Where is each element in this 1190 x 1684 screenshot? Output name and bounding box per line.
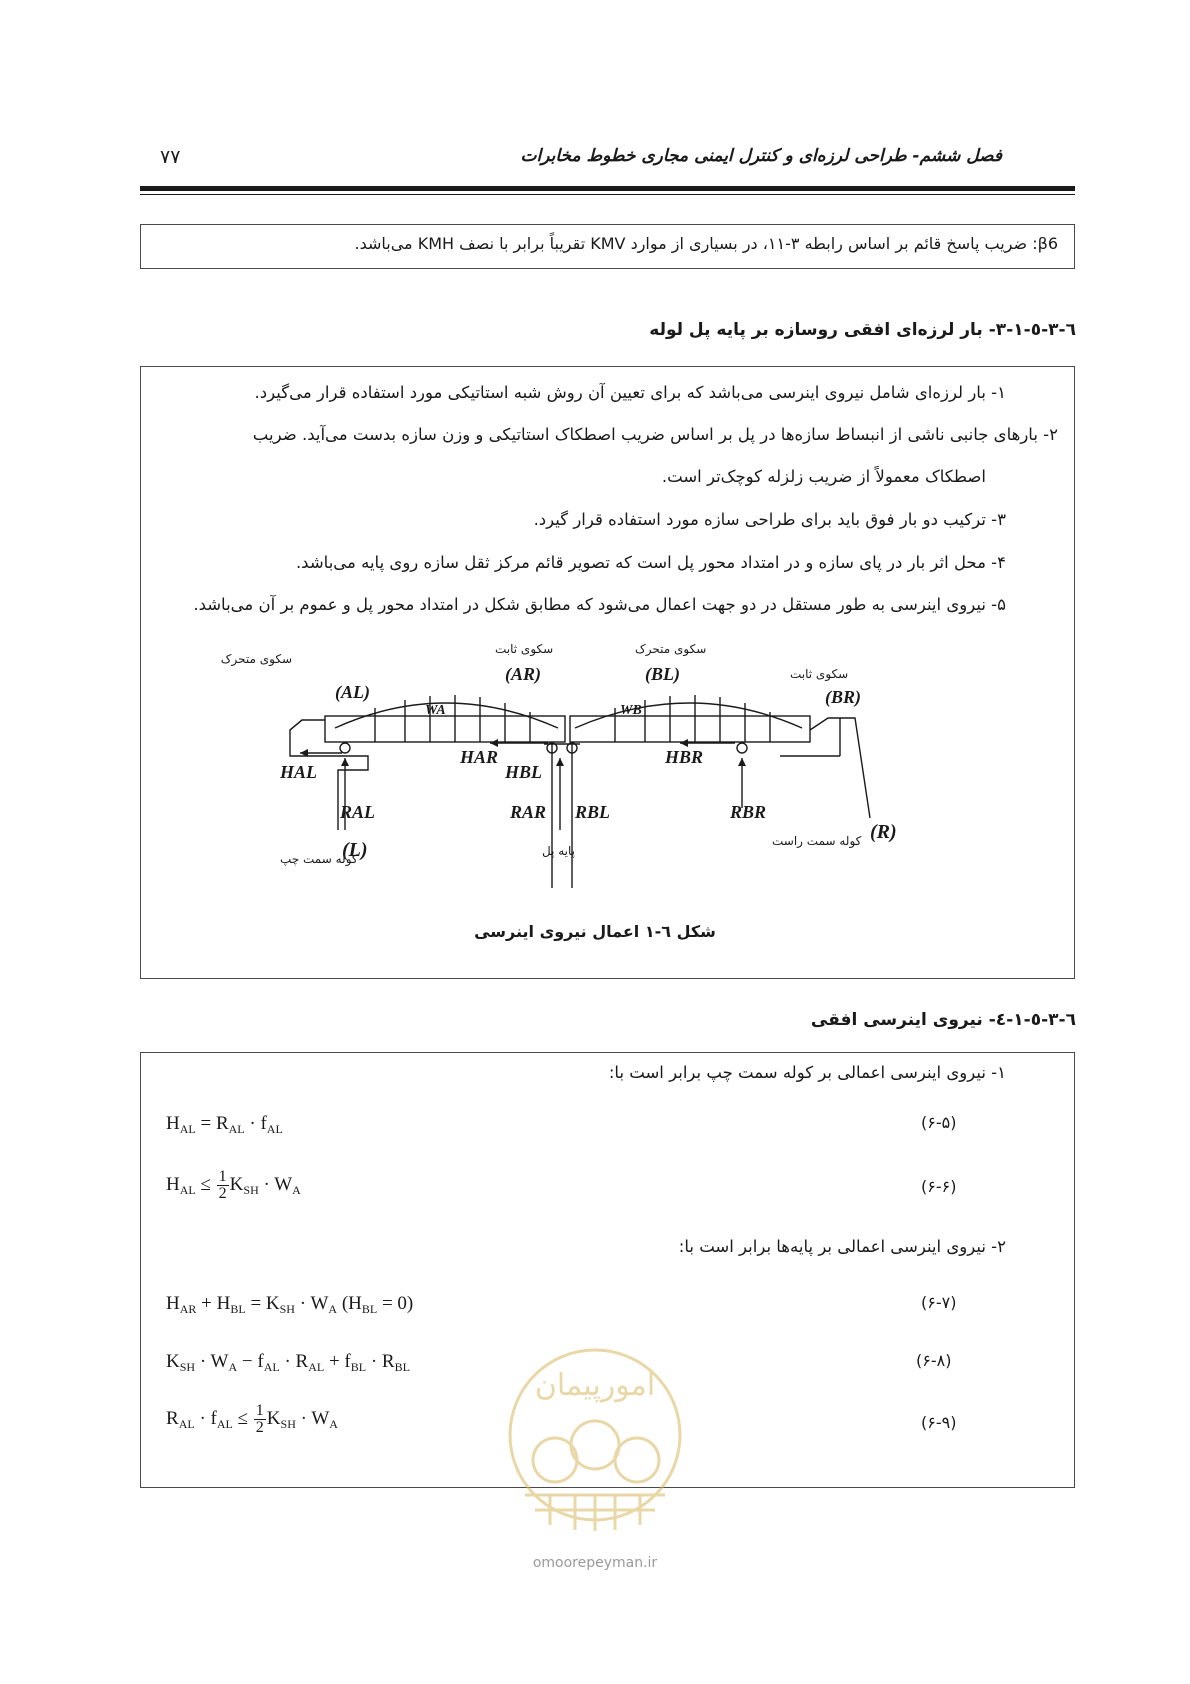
bearing-al: [340, 743, 350, 753]
section-heading-horizontal-inertia: ٦-٣-٥-١-٤- نیروی اینرسی افقی: [810, 1010, 1076, 1030]
label-wb: WB: [620, 703, 642, 718]
equation: $H_{AL}$ ≤ $\frac{1}{2}$ $K_{SH} \cdot W_A$: [166, 1168, 301, 1202]
label-bl: (BL): [645, 664, 680, 684]
label-pier: پایه پل: [542, 844, 576, 858]
header-rule: [140, 186, 1075, 191]
label-rbr: RBR: [730, 802, 767, 822]
label-hbr: HBR: [665, 747, 704, 767]
label-al: (AL): [335, 682, 370, 702]
label-right-abutment: کوله سمت راست: [772, 834, 862, 848]
label-rar: RAR: [510, 802, 547, 822]
note-text: β6: ضریب پاسخ قائم بر اساس رابطه ۳-۱۱، در بسیاری از موارد KMV تقریباً برابر با نصف KMH می‌باشد.: [354, 234, 1058, 253]
label-movable-mid: سکوی متحرک: [635, 642, 707, 656]
equation-number: (۶-۶): [921, 1177, 957, 1196]
figure-caption: شکل ٦-١ اعمال نیروی اینرسی: [474, 922, 716, 941]
equation-number: (۶-۵): [921, 1113, 957, 1132]
equation: $H_{AL} = R_{AL} \cdot f_{AL}$: [166, 1113, 283, 1136]
right-abutment-body: [780, 718, 870, 818]
label-har: HAR: [460, 747, 499, 767]
girder-b: [570, 716, 810, 742]
list-item: ٢- بارهای جانبی ناشی از انبساط سازه‌ها در پل بر اساس ضریب اصطکاک استاتیکی و وزن سازه بدست می‌آید. ضریب: [252, 425, 1058, 444]
label-movable-left: سکوی متحرک: [220, 652, 292, 666]
label-ral: RAL: [340, 802, 376, 822]
label-ar: (AR): [505, 664, 541, 684]
page-number: ۷۷: [160, 146, 181, 168]
header-rule-thin: [140, 194, 1075, 195]
list-item-continuation: اصطکاک معمولاً از ضریب زلزله کوچک‌تر است.: [661, 467, 986, 486]
label-r: (R): [870, 821, 897, 843]
label-wa: WA: [425, 703, 446, 718]
list-item: ٢- نیروی اینرسی اعمالی بر پایه‌ها برابر است با:: [678, 1237, 1006, 1256]
bearing-br: [737, 743, 747, 753]
label-rbl: RBL: [575, 802, 611, 822]
watermark-url: omoorepeyman.ir: [532, 1555, 658, 1571]
running-title: فصل ششم- طراحی لرزه‌ای و کنترل ایمنی مجاری خطوط مخابرات: [520, 146, 1002, 166]
equation: $K_{SH} \cdot W_A - f_{AL} \cdot R_{AL} + f_{BL} \cdot R_{BL}$: [166, 1351, 410, 1374]
equation: $R_{AL} \cdot f_{AL}$ ≤ $\frac{1}{2}$ $K_{SH} \cdot W_A$: [166, 1402, 338, 1436]
label-fixed-right: سکوی ثابت: [790, 667, 849, 681]
section-heading-seismic-load: ٦-٣-٥-١-٣- بار لرزه‌ای افقی روسازه بر پایه پل لوله: [649, 320, 1076, 340]
label-l: (L): [342, 839, 368, 861]
list-item: ١- نیروی اینرسی اعمالی بر کوله سمت چپ برابر است با:: [608, 1063, 1006, 1082]
list-item: ١- بار لرزه‌ای شامل نیروی اینرسی می‌باشد که برای تعیین آن روش شبه استاتیکی مورد استفاده قرار می‌گیرد.: [254, 383, 1006, 402]
bridge-inertia-figure: [220, 642, 930, 888]
label-br: (BR): [825, 687, 861, 707]
list-item: ٣- ترکیب دو بار فوق باید برای طراحی سازه مورد استفاده قرار گیرد.: [533, 510, 1006, 529]
label-left-abutment: کوله سمت چپ: [280, 852, 358, 866]
right-abutment-top: [810, 718, 840, 756]
list-item: ۴- محل اثر بار در پای سازه و در امتداد محور پل است که تصویر قائم مرکز ثقل سازه روی پایه می‌باشد.: [295, 553, 1006, 572]
label-hbl: HBL: [505, 762, 543, 782]
equation-number: (۶-۹): [921, 1413, 957, 1432]
list-item: ۵- نیروی اینرسی به طور مستقل در دو جهت اعمال می‌شود که مطابق شکل در امتداد محور پل و عموم بر آن می‌باشد.: [193, 595, 1006, 614]
watermark-text: امورپیمان: [534, 1368, 656, 1403]
equation-number: (۶-۷): [921, 1293, 957, 1312]
watermark-logo: [495, 1335, 695, 1535]
note-box: [140, 224, 1075, 269]
label-hal: HAL: [280, 762, 318, 782]
equation-number: (۶-۸): [916, 1351, 952, 1370]
girder-a: [325, 716, 565, 742]
label-fixed-mid: سکوی ثابت: [495, 642, 554, 656]
equation: $H_{AR} + H_{BL} = K_{SH} \cdot W_A$ $(H_{BL} = 0)$: [166, 1293, 414, 1316]
